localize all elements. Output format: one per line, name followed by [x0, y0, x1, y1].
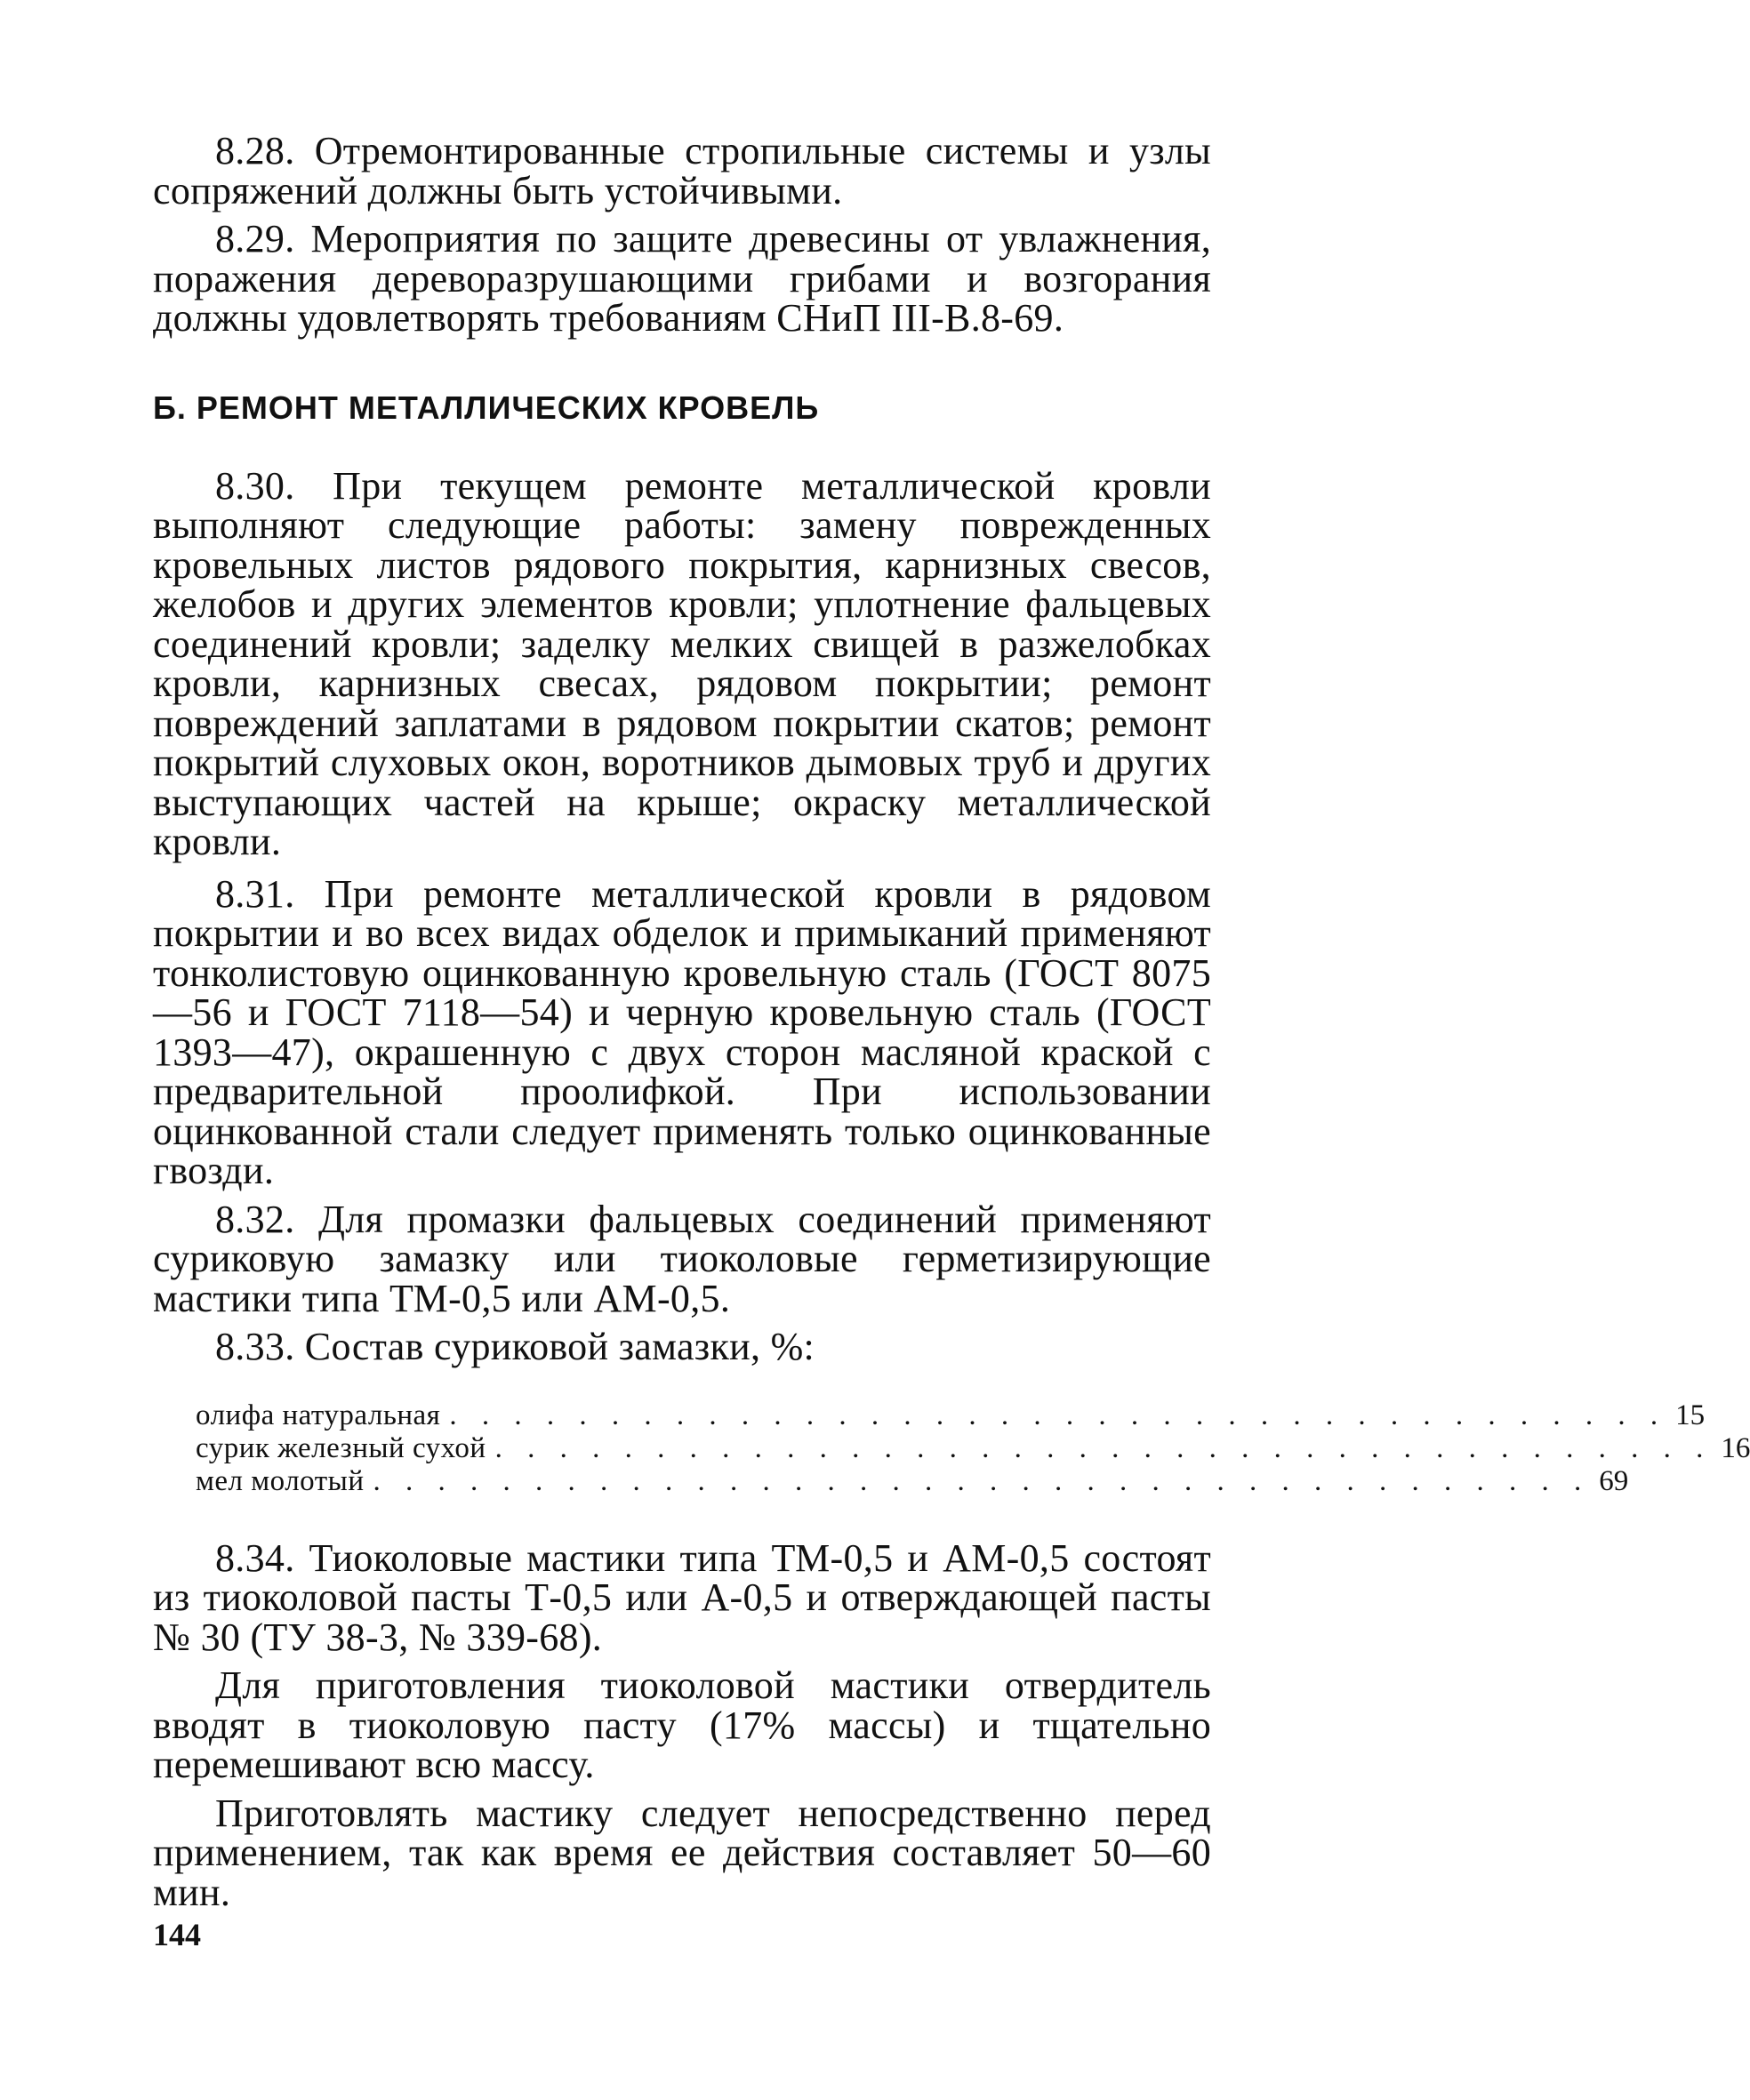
paragraph-8-30: 8.30. При текущем ремонте металлической кровли выполняют следующие работы: замену поврежденных кровельных листов рядового покрытия, карнизных свесов, желобов и других элементов кровли; уплотнение фальцевых соединений кровли; заделку мелких свищей в разжелобках кровли, карнизных свесах, рядовом покрытии; ремонт повреждений заплатами в рядовом покрытии скатов; ремонт покрытий слуховых окон, воротников дымовых труб и других выступающих частей на крыше; окраску металлической кровли. [153, 463, 1211, 863]
ingredient-name: сурик железный сухой [196, 1431, 486, 1464]
paragraph-8-28: 8.28. Отремонтированные стропильные системы и узлы сопряжений должны быть устойчивыми. [153, 129, 1211, 212]
ingredient-percent: 69 [1599, 1464, 1629, 1497]
page-number: 144 [153, 1917, 201, 1952]
ingredient-percent: 16 [1721, 1431, 1750, 1464]
paragraph-8-31: 8.31. При ремонте металлической кровли в рядовом покрытии и во всех видах обделок и примыканий применяют тонколистовую оцинкованную кровельную сталь (ГОСТ 8075—56 и ГОСТ 7118—54) и черную кровельную сталь (ГОСТ 1393—47), окрашенную с двух сторон масляной краской с предварительной проолифкой. При использовании оцинкованной стали следует применять только оцинкованные гвозди. [153, 871, 1211, 1192]
ingredient-name: олифа натуральная [196, 1399, 441, 1431]
leader-dots: . . . . . . . . . . . . . . . . . . . . . . . . . . . . . . . . . . . . . . [449, 1399, 1667, 1431]
table-row [196, 1399, 1706, 1432]
paragraph-8-33: 8.33. Состав суриковой замазки, %: [215, 1325, 815, 1368]
section-heading: Б. РЕМОНТ МЕТАЛЛИЧЕСКИХ КРОВЕЛЬ [153, 389, 820, 426]
paragraph-mastic-preparation: Для приготовления тиоколовой мастики отвердитель вводят в тиоколовую пасту (17% массы) и тщательно перемешивают всю массу. [153, 1663, 1211, 1786]
leader-dots: . . . . . . . . . . . . . . . . . . . . . . . . . . . . . . . . . . . . . . [373, 1464, 1591, 1497]
table-row [196, 1431, 1750, 1465]
leader-dots: . . . . . . . . . . . . . . . . . . . . . . . . . . . . . . . . . . . . . . [494, 1431, 1713, 1464]
ingredient-percent: 15 [1675, 1399, 1706, 1431]
book-page [153, 129, 1750, 1914]
paragraph-8-29: 8.29. Мероприятия по защите древесины от увлажнения, поражения дереворазрушающими грибами и возгорания должны удовлетворять требованиям СНиП III-В.8-69. [153, 217, 1211, 340]
table-row [196, 1464, 1629, 1498]
paragraph-mastic-timing: Приготовлять мастику следует непосредственно перед применением, так как время ее действия составляет 50—60 мин. [153, 1791, 1211, 1914]
paragraph-8-34: 8.34. Тиоколовые мастики типа ТМ-0,5 и АМ-0,5 состоят из тиоколовой пасты Т-0,5 или А-0,5 и отверждающей пасты № 30 (ТУ 38-3, № 339-68). [153, 1535, 1211, 1659]
ingredient-name: мел молотый [196, 1464, 365, 1497]
paragraph-8-32: 8.32. Для промазки фальцевых соединений применяют суриковую замазку или тиоколовые герметизирующие мастики типа ТМ-0,5 или АМ-0,5. [153, 1197, 1211, 1320]
composition-table [196, 1399, 1750, 1498]
